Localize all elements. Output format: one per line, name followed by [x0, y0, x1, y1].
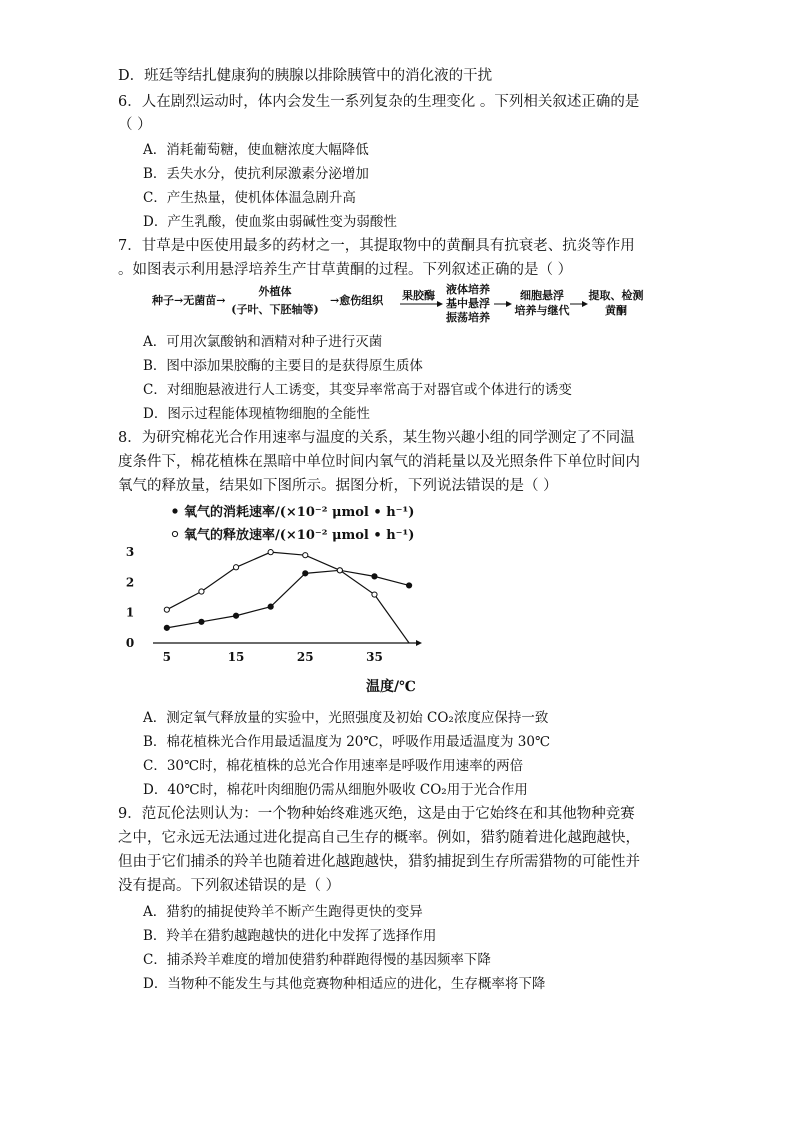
data-point-release — [372, 592, 377, 597]
x-tick-label: 35 — [366, 650, 383, 664]
y-tick-label: 3 — [125, 545, 135, 560]
data-point-consumption — [303, 571, 308, 576]
data-point-release — [337, 568, 342, 573]
q9-option-b: B．羚羊在猎豹越跑越快的进化中发挥了选择作用 — [143, 928, 437, 944]
chart-legend — [172, 504, 414, 543]
flow-arrowhead-3 — [582, 301, 588, 307]
legend-label-consumption: 氧气的消耗速率/(×10⁻² μmol • h⁻¹) — [184, 505, 415, 520]
process-flow-diagram — [150, 283, 650, 327]
flow-cell-1: 细胞悬浮 — [520, 289, 564, 302]
legend-marker-release — [172, 531, 177, 536]
x-tick-label: 5 — [162, 650, 172, 664]
data-point-consumption — [233, 613, 238, 618]
flow-extract-2: 黄酮 — [605, 304, 627, 317]
data-point-consumption — [268, 604, 273, 609]
q8-stem-line3: 氧气的释放量，结果如下图所示。据图分析，下列说法错误的是（ ） — [118, 478, 558, 494]
data-point-release — [199, 589, 204, 594]
x-axis-arrowhead — [416, 640, 422, 646]
flow-arrowhead-2 — [506, 301, 512, 307]
data-point-release — [268, 550, 273, 555]
q6-option-a: A．消耗葡萄糖，使血糖浓度大幅降低 — [143, 142, 369, 158]
q9-stem-line4: 没有提高。下列叙述错误的是（ ） — [118, 878, 341, 894]
q8-option-b: B．棉花植株光合作用最适温度为 20℃，呼吸作用最适温度为 30℃ — [143, 734, 551, 750]
q7-option-d: D．图示过程能体现植物细胞的全能性 — [143, 406, 370, 422]
flow-extract-1: 提取、检测 — [588, 289, 644, 302]
data-point-consumption — [406, 583, 411, 588]
flow-seed: 种子→无菌苗→ — [152, 294, 226, 307]
q6-option-c: C．产生热量，使机体体温急剧升高 — [143, 190, 356, 206]
q9-stem-line2: 之中，它永远无法通过进化提高自己生存的概率。例如，猎豹随着进化越跑越快， — [118, 830, 640, 846]
oxygen-rate-chart — [118, 497, 428, 702]
data-point-consumption — [372, 574, 377, 579]
q9-option-a: A．猎豹的捕捉使羚羊不断产生跑得更快的变异 — [143, 904, 423, 920]
legend-label-release: 氧气的释放速率/(×10⁻² μmol • h⁻¹) — [184, 528, 415, 543]
data-point-release — [164, 607, 169, 612]
flow-liquid-3: 振荡培养 — [446, 311, 490, 324]
flow-explant-detail: (子叶、下胚轴等) — [231, 303, 319, 316]
q9-stem-line1: 9．范瓦伦法则认为：一个物种始终难逃灭绝，这是由于它始终在和其他物种竞赛 — [118, 806, 635, 822]
flow-explant: 外植体 — [258, 285, 292, 298]
data-point-consumption — [164, 625, 169, 630]
q6-stem-line2: （ ） — [118, 117, 152, 133]
series-line-release — [167, 552, 409, 643]
q7-option-b: B．图中添加果胶酶的主要目的是获得原生质体 — [143, 358, 423, 374]
q8-stem-line1: 8．为研究棉花光合作用速率与温度的关系，某生物兴趣小组的同学测定了不同温 — [118, 430, 635, 446]
q7-option-a: A．可用次氯酸钠和酒精对种子进行灭菌 — [143, 334, 383, 350]
series-line-consumption — [167, 570, 409, 628]
q8-option-a: A．测定氧气释放量的实验中，光照强度及初始 CO₂浓度应保持一致 — [143, 710, 549, 726]
flow-callus: →愈伤组织 — [330, 294, 384, 307]
data-point-release — [303, 553, 308, 558]
q9-option-d: D．当物种不能发生与其他竞赛物种相适应的进化，生存概率将下降 — [143, 976, 546, 992]
y-tick-label: 1 — [125, 605, 135, 620]
data-point-consumption — [199, 619, 204, 624]
y-tick-label: 0 — [125, 636, 135, 650]
flow-cell-2: 培养与继代 — [514, 304, 570, 317]
q6-option-b: B．丢失水分，使抗利尿激素分泌增加 — [143, 166, 369, 182]
q6-stem-line1: 6．人在剧烈运动时，体内会发生一系列复杂的生理变化 。下列相关叙述正确的是 — [118, 94, 640, 110]
flow-pectinase: 果胶酶 — [402, 289, 435, 302]
x-axis-label: 温度/℃ — [366, 679, 416, 695]
flow-liquid-1: 液体培养 — [446, 283, 490, 296]
flow-liquid-2: 基中悬浮 — [446, 297, 490, 310]
x-tick-label: 25 — [296, 650, 314, 664]
q7-stem-line1: 7．甘草是中医使用最多的药材之一，其提取物中的黄酮具有抗衰老、抗炎等作用 — [118, 238, 635, 254]
q8-option-c: C．30℃时，棉花植株的总光合作用速率是呼吸作用速率的两倍 — [143, 758, 524, 774]
q5-option-d: D．班廷等结扎健康狗的胰腺以排除胰管中的消化液的干扰 — [118, 68, 493, 84]
data-point-release — [233, 565, 238, 570]
x-tick-label: 15 — [227, 650, 245, 664]
y-tick-label: 2 — [125, 575, 135, 590]
q7-option-c: C．对细胞悬液进行人工诱变，其变异率常高于对器官或个体进行的诱变 — [143, 382, 572, 398]
legend-marker-consumption — [172, 508, 177, 513]
q8-stem-line2: 度条件下，棉花植株在黑暗中单位时间内氧气的消耗量以及光照条件下单位时间内 — [118, 454, 640, 470]
q6-option-d: D．产生乳酸，使血浆由弱碱性变为弱酸性 — [143, 214, 397, 230]
q8-option-d: D．40℃时，棉花叶肉细胞仍需从细胞外吸收 CO₂用于光合作用 — [143, 782, 528, 798]
q9-option-c: C．捕杀羚羊难度的增加使猎豹种群跑得慢的基因频率下降 — [143, 952, 491, 968]
q9-stem-line3: 但由于它们捕杀的羚羊也随着进化越跑越快，猎豹捕捉到生存所需猎物的可能性并 — [118, 854, 640, 870]
flow-arrowhead-1 — [437, 301, 443, 307]
q7-stem-line2: 。如图表示利用悬浮培养生产甘草黄酮的过程。下列叙述正确的是（ ） — [118, 262, 573, 278]
